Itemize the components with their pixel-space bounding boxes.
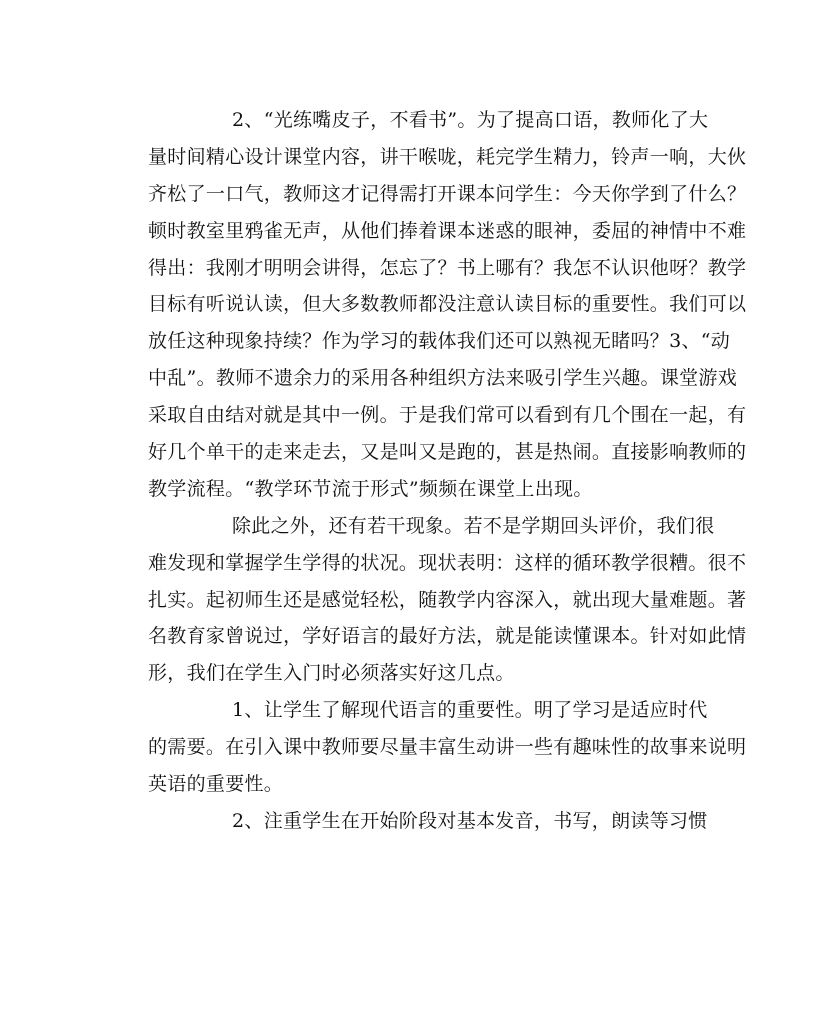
document-body — [148, 102, 747, 840]
text-line: 难发现和掌握学生学得的状况。现状表明：这样的循环教学很糟。很不 — [148, 551, 747, 574]
text-line: 目标有听说认读，但大多数教师都没注意认读目标的重要性。我们可以 — [148, 293, 747, 316]
text-line: 中乱”。教师不遗余力的采用各种组织方法来吸引学生兴趣。课堂游戏 — [148, 367, 738, 390]
text-line: 得出：我刚才明明会讲得，怎忘了？书上哪有？我怎不认识他呀？教学 — [148, 256, 747, 279]
text-line: 教学流程。“教学环节流于形式”频频在课堂上出现。 — [148, 477, 593, 500]
text-line: 的需要。在引入课中教师要尽量丰富生动讲一些有趣味性的故事来说明 — [148, 736, 747, 759]
text-line: 2、注重学生在开始阶段对基本发音，书写，朗读等习惯 — [232, 809, 708, 832]
text-line: 扎实。起初师生还是感觉轻松，随教学内容深入，就出现大量难题。著 — [148, 588, 747, 611]
text-line: 采取自由结对就是其中一例。于是我们常可以看到有几个围在一起，有 — [148, 404, 747, 427]
text-line: 除此之外，还有若干现象。若不是学期回头评价，我们很 — [232, 514, 715, 537]
text-line: 好几个单干的走来走去，又是叫又是跑的，甚是热闹。直接影响教师的 — [148, 441, 747, 464]
text-line: 英语的重要性。 — [148, 773, 284, 796]
text-line: 形，我们在学生入门时必须落实好这几点。 — [148, 662, 515, 685]
text-line: 1、让学生了解现代语言的重要性。明了学习是适应时代 — [232, 699, 708, 722]
text-line: 名教育家曾说过，学好语言的最好方法，就是能读懂课本。针对如此情 — [148, 625, 747, 648]
text-line: 顿时教室里鸦雀无声，从他们捧着课本迷惑的眼神，委屈的神情中不难 — [148, 219, 747, 242]
text-line: 齐松了一口气，教师这才记得需打开课本问学生：今天你学到了什么？ — [148, 182, 747, 205]
text-line: 放任这种现象持续？作为学习的载体我们还可以熟视无睹吗？3、“动 — [148, 330, 731, 353]
text-line: 量时间精心设计课堂内容，讲干喉咙，耗完学生精力，铃声一响，大伙 — [148, 145, 747, 168]
text-line: 2、“光练嘴皮子，不看书”。为了提高口语，教师化了大 — [232, 109, 709, 131]
